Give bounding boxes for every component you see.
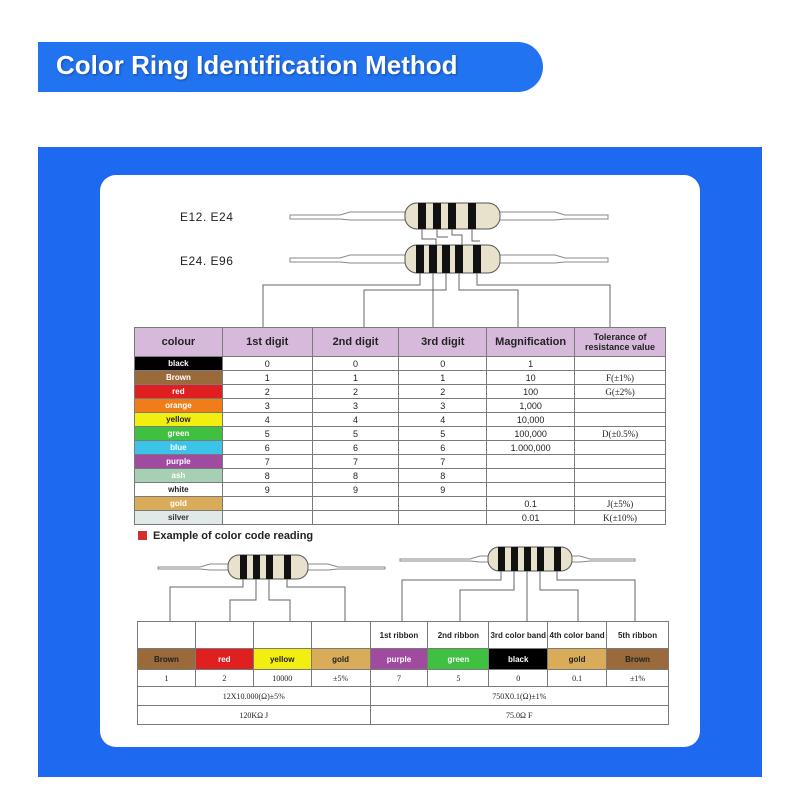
first-digit-cell: 8 — [222, 469, 312, 483]
magnification-cell: 0.1 — [487, 497, 575, 511]
series-label-four-band: E12. E24 — [180, 210, 234, 224]
third-digit-cell: 0 — [399, 357, 487, 371]
first-digit-cell: 7 — [222, 455, 312, 469]
tolerance-cell — [575, 357, 666, 371]
example-header-row — [138, 622, 669, 649]
series-label-five-band: E24. E96 — [180, 254, 234, 268]
table-row — [135, 497, 666, 511]
first-digit-cell: 0 — [222, 357, 312, 371]
third-digit-cell: 4 — [399, 413, 487, 427]
magnification-cell: 100 — [487, 385, 575, 399]
tolerance-cell: G(±2%) — [575, 385, 666, 399]
content-panel — [38, 147, 762, 777]
ribbon-header: 5th ribbon — [607, 622, 669, 649]
second-digit-cell: 8 — [312, 469, 399, 483]
third-digit-cell: 5 — [399, 427, 487, 441]
second-digit-cell: 9 — [312, 483, 399, 497]
example-right-formula: 750X0.1(Ω)±1% — [370, 687, 668, 706]
example-left-connectors — [170, 579, 345, 621]
band-color-cell: red — [195, 649, 253, 670]
band-color-cell: Brown — [607, 649, 669, 670]
example-color-row — [138, 649, 669, 670]
example-resistor-left — [158, 555, 385, 579]
color-name-cell: red — [135, 385, 223, 399]
header-colour: colour — [135, 328, 223, 357]
bullet-square-icon — [138, 531, 147, 540]
example-formula-row — [138, 687, 669, 706]
first-digit-cell: 4 — [222, 413, 312, 427]
example-resistor-right — [400, 547, 635, 571]
second-digit-cell: 4 — [312, 413, 399, 427]
magnification-cell: 0.01 — [487, 511, 575, 525]
resistor-four-band — [290, 203, 608, 229]
color-rows — [135, 357, 666, 525]
color-code-table — [134, 327, 666, 525]
magnification-cell — [487, 469, 575, 483]
tolerance-cell: J(±5%) — [575, 497, 666, 511]
band-color-cell: purple — [370, 649, 428, 670]
table-row — [135, 511, 666, 525]
band-color-cell: yellow — [253, 649, 311, 670]
color-name-cell: orange — [135, 399, 223, 413]
tolerance-cell — [575, 483, 666, 497]
example-heading — [138, 530, 313, 542]
first-digit-cell — [222, 497, 312, 511]
example-left-blank — [253, 622, 311, 649]
magnification-cell: 10,000 — [487, 413, 575, 427]
color-name-cell: black — [135, 357, 223, 371]
third-digit-cell: 2 — [399, 385, 487, 399]
third-digit-cell: 8 — [399, 469, 487, 483]
table-row — [135, 427, 666, 441]
third-digit-cell: 7 — [399, 455, 487, 469]
second-digit-cell: 3 — [312, 399, 399, 413]
second-digit-cell — [312, 511, 399, 525]
page-title: Color Ring Identification Method — [56, 50, 458, 80]
tolerance-cell — [575, 469, 666, 483]
band-value-cell: 0.1 — [548, 670, 607, 687]
second-digit-cell: 7 — [312, 455, 399, 469]
ribbon-header: 2nd ribbon — [428, 622, 489, 649]
header-magnification: Magnification — [487, 328, 575, 357]
third-digit-cell — [399, 497, 487, 511]
tolerance-cell — [575, 455, 666, 469]
table-row — [135, 399, 666, 413]
first-digit-cell: 5 — [222, 427, 312, 441]
example-right-result: 75.0Ω F — [370, 706, 668, 725]
magnification-cell: 10 — [487, 371, 575, 385]
band-value-cell: ±5% — [311, 670, 370, 687]
band-value-cell: 0 — [489, 670, 548, 687]
third-digit-cell — [399, 511, 487, 525]
tolerance-cell: F(±1%) — [575, 371, 666, 385]
band-value-cell: ±1% — [607, 670, 669, 687]
example-left-blank — [311, 622, 370, 649]
second-digit-cell: 1 — [312, 371, 399, 385]
example-right-connectors — [402, 571, 635, 621]
example-left-blank — [195, 622, 253, 649]
header-tolerance: Tolerance of resistance value — [575, 328, 666, 357]
tolerance-cell: D(±0.5%) — [575, 427, 666, 441]
band-color-cell: gold — [548, 649, 607, 670]
header-3rd-digit: 3rd digit — [399, 328, 487, 357]
color-name-cell: ash — [135, 469, 223, 483]
example-left-formula: 12X10.000(Ω)±5% — [138, 687, 371, 706]
first-digit-cell: 9 — [222, 483, 312, 497]
example-left-result: 120KΩ J — [138, 706, 371, 725]
table-row — [135, 483, 666, 497]
band-color-cell: green — [428, 649, 489, 670]
tolerance-cell — [575, 413, 666, 427]
table-row — [135, 469, 666, 483]
color-name-cell: blue — [135, 441, 223, 455]
magnification-cell — [487, 455, 575, 469]
magnification-cell: 1 — [487, 357, 575, 371]
first-digit-cell: 2 — [222, 385, 312, 399]
table-header-row — [135, 328, 666, 357]
band-value-cell: 2 — [195, 670, 253, 687]
color-name-cell: green — [135, 427, 223, 441]
table-row — [135, 385, 666, 399]
third-digit-cell: 6 — [399, 441, 487, 455]
tolerance-cell: K(±10%) — [575, 511, 666, 525]
color-name-cell: Brown — [135, 371, 223, 385]
band-value-cell: 10000 — [253, 670, 311, 687]
color-name-cell: silver — [135, 511, 223, 525]
header-1st-digit: 1st digit — [222, 328, 312, 357]
ribbon-header: 4th color band — [548, 622, 607, 649]
table-row — [135, 357, 666, 371]
example-left-blank — [138, 622, 196, 649]
band-color-cell: gold — [311, 649, 370, 670]
first-digit-cell: 6 — [222, 441, 312, 455]
example-value-row — [138, 670, 669, 687]
third-digit-cell: 3 — [399, 399, 487, 413]
second-digit-cell: 6 — [312, 441, 399, 455]
second-digit-cell: 2 — [312, 385, 399, 399]
second-digit-cell — [312, 497, 399, 511]
ribbon-header: 1st ribbon — [370, 622, 428, 649]
example-result-row — [138, 706, 669, 725]
first-digit-cell: 3 — [222, 399, 312, 413]
magnification-cell: 100,000 — [487, 427, 575, 441]
tolerance-cell — [575, 399, 666, 413]
ribbon-header: 3rd color band — [489, 622, 548, 649]
connector-lines — [263, 229, 610, 327]
band-value-cell: 7 — [370, 670, 428, 687]
band-value-cell: 5 — [428, 670, 489, 687]
third-digit-cell: 9 — [399, 483, 487, 497]
magnification-cell — [487, 483, 575, 497]
example-table — [137, 621, 669, 725]
magnification-cell: 1,000 — [487, 399, 575, 413]
header-2nd-digit: 2nd digit — [312, 328, 399, 357]
first-digit-cell — [222, 511, 312, 525]
first-digit-cell: 1 — [222, 371, 312, 385]
color-name-cell: gold — [135, 497, 223, 511]
resistor-five-band — [290, 245, 608, 273]
title-banner — [38, 42, 543, 92]
diagram-card — [100, 175, 700, 747]
band-value-cell: 1 — [138, 670, 196, 687]
table-row — [135, 441, 666, 455]
tolerance-cell — [575, 441, 666, 455]
table-row — [135, 455, 666, 469]
color-name-cell: white — [135, 483, 223, 497]
magnification-cell: 1.000,000 — [487, 441, 575, 455]
table-row — [135, 413, 666, 427]
third-digit-cell: 1 — [399, 371, 487, 385]
example-label-text: Example of color code reading — [153, 530, 314, 542]
color-name-cell: yellow — [135, 413, 223, 427]
band-color-cell: black — [489, 649, 548, 670]
table-row — [135, 371, 666, 385]
band-color-cell: Brown — [138, 649, 196, 670]
second-digit-cell: 0 — [312, 357, 399, 371]
color-name-cell: purple — [135, 455, 223, 469]
second-digit-cell: 5 — [312, 427, 399, 441]
